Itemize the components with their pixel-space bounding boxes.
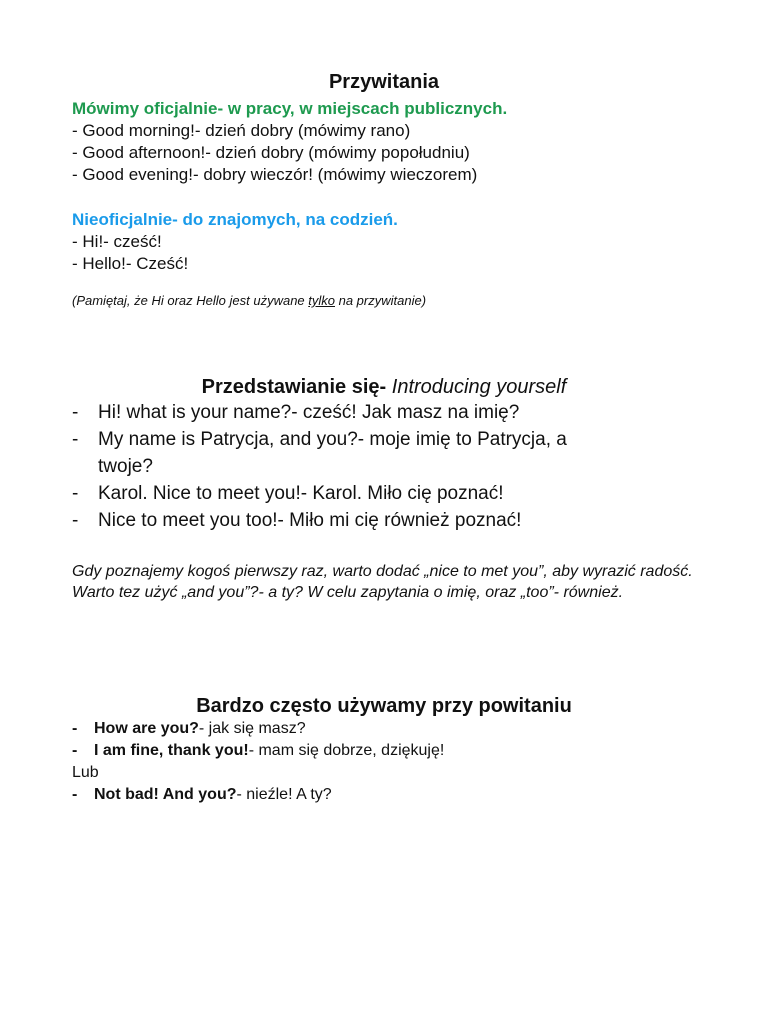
phrase-3-polish: - nieźle! A ty? (236, 786, 332, 803)
bullet-dash: - (72, 720, 78, 737)
phrase-2-polish: - mam się dobrze, dziękuję! (248, 742, 445, 759)
bullet-dash: - (72, 510, 79, 531)
intro-item-1 (72, 402, 519, 424)
intro-item-2 (72, 429, 567, 451)
informal-heading: Nieoficjalnie- do znajomych, na codzień. (72, 210, 398, 229)
formal-line-3: - Good evening!- dobry wieczór! (mówimy wieczorem) (72, 165, 478, 184)
bullet-dash: - (72, 786, 78, 803)
title-english: Introducing yourself (391, 376, 567, 398)
formal-line-1: - Good morning!- dzień dobry (mówimy rano) (72, 121, 411, 140)
phrase-2-english: I am fine, thank you! (94, 742, 249, 759)
title-polish: Przedstawianie się- (201, 376, 387, 398)
section-title-common-phrases: Bardzo często używamy przy powitaniu (196, 695, 572, 717)
formal-heading: Mówimy oficjalnie- w pracy, w miejscach publicznych. (72, 99, 508, 118)
section-title-introducing (0, 376, 768, 399)
phrase-3-english: Not bad! And you? (94, 786, 237, 803)
phrase-1-polish: - jak się masz? (198, 720, 306, 737)
bullet-dash: - (72, 429, 79, 450)
intro-item-2-continuation: twoje? (98, 456, 153, 477)
phrase-item-3 (72, 786, 332, 804)
intro-item-2-text: My name is Patrycja, and you?- moje imię to Patrycja, a (98, 429, 567, 450)
intro-item-4 (72, 510, 521, 532)
greeting-note (72, 293, 426, 308)
bullet-dash: - (72, 483, 79, 504)
intro-item-4-text: Nice to meet you too!- Miło mi cię również poznać! (98, 510, 522, 531)
note-underlined-word: tylko (308, 293, 335, 308)
note-text-after: na przywitanie) (335, 293, 427, 308)
intro-item-3-text: Karol. Nice to meet you!- Karol. Miło cię poznać! (98, 483, 504, 504)
intro-explanation-paragraph: Gdy poznajemy kogoś pierwszy raz, warto dodać „nice to met you”, aby wyrazić radość. Warto tez użyć „and you”?- a ty? W celu zapytania o imię, oraz „too”- również. (72, 563, 693, 601)
informal-line-1: - Hi!- cześć! (72, 232, 162, 251)
or-label: Lub (72, 764, 99, 781)
bullet-dash: - (72, 742, 78, 759)
note-text-before: (Pamiętaj, że Hi oraz Hello jest używane (72, 293, 309, 308)
phrase-1-english: How are you? (94, 720, 199, 737)
formal-line-2: - Good afternoon!- dzień dobry (mówimy popołudniu) (72, 143, 470, 162)
intro-item-1-text: Hi! what is your name?- cześć! Jak masz na imię? (98, 402, 520, 423)
bullet-dash: - (72, 402, 79, 423)
intro-item-3 (72, 483, 504, 505)
section-title-greetings: Przywitania (328, 71, 440, 93)
phrase-item-2 (72, 742, 444, 760)
phrase-item-1 (72, 720, 306, 738)
informal-line-2: - Hello!- Cześć! (72, 254, 189, 273)
